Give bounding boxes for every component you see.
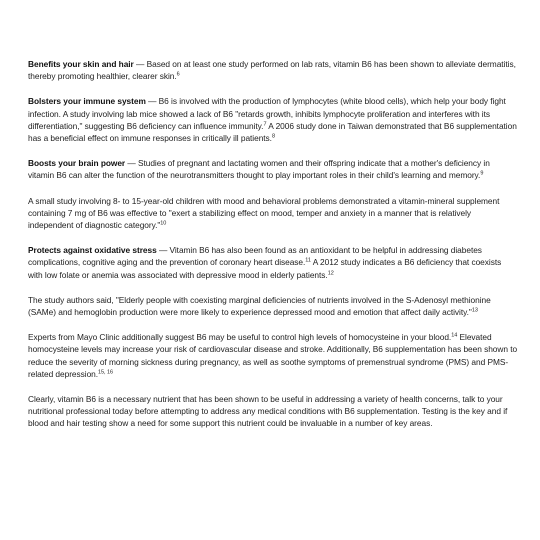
paragraph-text: The study authors said, "Elderly people with coexisting marginal deficiencies of nutrients involved in the S-Adenosyl methionine (SAMe) and hemoglobin production were more likely to experience depressed mood and emotion that affect daily activity.": [28, 294, 491, 318]
paragraph-skin-hair: [28, 58, 518, 82]
citation-marker: 8: [271, 133, 275, 140]
paragraph-heading: Benefits your skin and hair: [28, 59, 134, 69]
paragraph-text: A small study involving 8- to 15-year-old children with mood and behavioral problems demonstrated a vitamin-mineral supplement containing 7 mg of B6 was effective to "exert a stabilizing effect on mood, temper and anxiety in a manner that is relatively independent of diagnostic category.": [28, 195, 500, 231]
paragraph-heading: Boosts your brain power: [28, 158, 126, 169]
paragraph-immune-system: [28, 95, 518, 144]
paragraph-text: A 2012 study indicates a B6 deficiency that coexists with low folate or anemia was associated with depressive mood in elderly patients.: [28, 257, 502, 280]
paragraph-heading: Bolsters your immune system: [28, 96, 146, 107]
paragraph-text: — B6 is involved with the production of lymphocytes (white blood cells), which help your body fight infection. A study involving lab mice showed a lack of B6 "retards growth, inhibits lymphocyte proliferation and interferes with its differentiation," suggesting B6 deficiency can influence immunity.: [28, 96, 506, 131]
citation-marker: 15, 16: [98, 369, 114, 376]
paragraph-heading: Protects against oxidative stress: [28, 245, 157, 256]
paragraph-text: A 2006 study done in Taiwan demonstrated that B6 supplementation has a beneficial effect on immune responses in critically ill patients.: [28, 120, 517, 144]
paragraph-text: Elevated homocysteine levels may increase your risk of cardiovascular disease and stroke. Additionally, B6 supplementation has been shown to reduce the severity of morning sickness during pregnancy, as well as soothe symptoms of premenstrual syndrome (PMS) and PMS-related depression.: [28, 332, 518, 379]
paragraph-text: — Studies of pregnant and lactating women and their offspring indicate that a mother's deficiency in vitamin B6 can alter the function of the neurotransmitters thought to play important roles in their child's learning and memory.: [28, 158, 490, 181]
paragraph-conclusion: [28, 393, 518, 430]
paragraph-text: — Based on at least one study performed on lab rats, vitamin B6 has been shown to alleviate dermatitis, thereby promoting healthier, clearer skin.: [28, 59, 516, 82]
citation-marker: 10: [160, 220, 167, 227]
citation-marker: 7: [263, 121, 267, 128]
document-page: [28, 58, 518, 443]
citation-marker: 6: [176, 71, 180, 78]
citation-marker: 13: [471, 307, 478, 314]
paragraph-brain-power: [28, 157, 518, 181]
paragraph-children-study: [28, 195, 518, 232]
paragraph-text: Experts from Mayo Clinic additionally suggest B6 may be useful to control high levels of homocysteine in your blood.: [28, 332, 452, 343]
citation-marker: 9: [480, 170, 484, 177]
citation-marker: 12: [327, 270, 334, 277]
paragraph-mayo-clinic: [28, 331, 518, 380]
paragraph-text: — Vitamin B6 has also been found as an antioxidant to be helpful in addressing diabetes complications, cognitive aging and the prevention of coronary heart disease.: [28, 245, 482, 268]
paragraph-text: Clearly, vitamin B6 is a necessary nutrient that has been shown to be useful in addressing a variety of health concerns, talk to your nutritional professional today before attempting to address any medical conditions with B6 supplementation. Testing is the key and if blood and hair testing show a need for some support this nutrient could be invaluable in a number of key areas.: [28, 394, 508, 429]
paragraph-study-authors: [28, 294, 518, 318]
citation-marker: 11: [305, 257, 311, 264]
paragraph-oxidative-stress: [28, 244, 518, 281]
citation-marker: 14: [451, 332, 458, 339]
